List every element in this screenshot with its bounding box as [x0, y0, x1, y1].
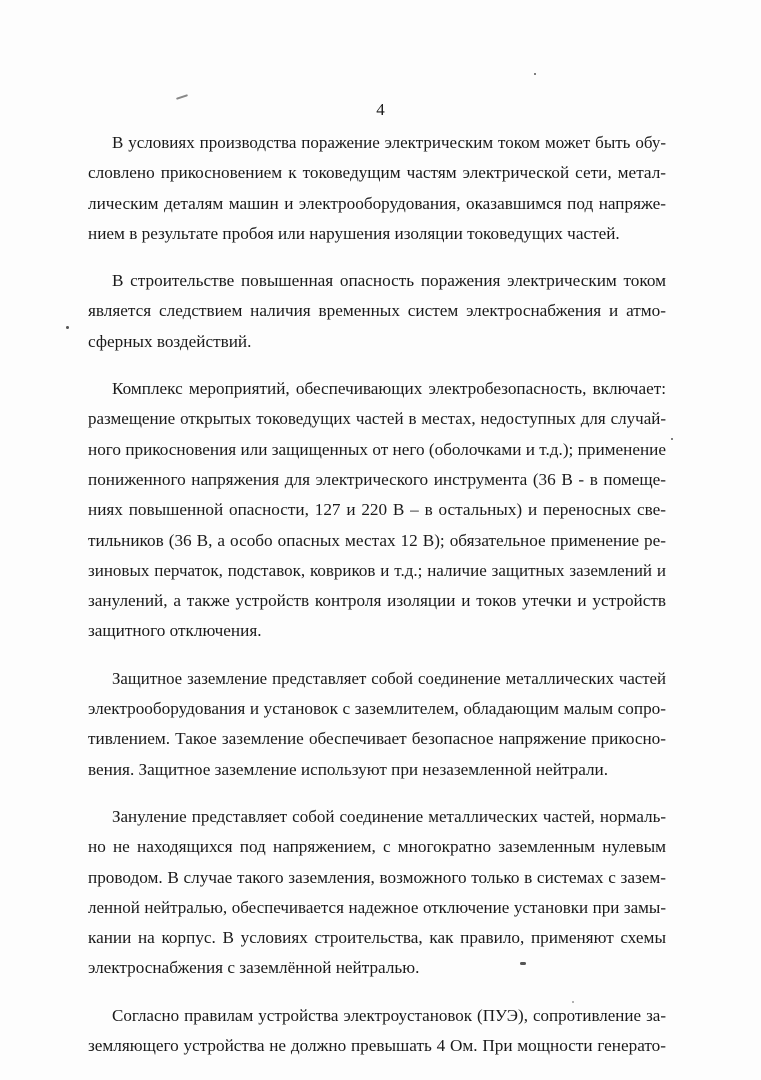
- scan-speck: [534, 73, 536, 75]
- text-line: земляющего устройства не должно превышать 4 Ом. При мощности генерато-: [88, 1036, 666, 1056]
- text-line: Защитное заземление представляет собой соединение металлических частей: [112, 668, 666, 688]
- paragraph: [88, 664, 666, 785]
- paragraph: [88, 266, 666, 357]
- text-line: словлено прикосновением к токоведущим частям электрической сети, метал-: [88, 163, 666, 183]
- text-line: нием в результате пробоя или нарушения изоляции токоведущих частей.: [88, 223, 620, 243]
- scan-speck: [176, 94, 188, 100]
- text-line: В строительстве повышенная опасность поражения электрическим током: [112, 271, 666, 291]
- text-line: вения. Защитное заземление используют при незаземленной нейтрали.: [88, 759, 609, 779]
- text-line: Согласно правилам устройства электроустановок (ПУЭ), сопротивление за-: [112, 1005, 666, 1025]
- text-line: ленной нейтралью, обеспечивается надежное отключение установки при замы-: [88, 897, 666, 917]
- text-line: В условиях производства поражение электрическим током может быть обу-: [112, 133, 666, 152]
- text-line: лическим деталям машин и электрооборудования, оказавшимся под напряже-: [88, 193, 666, 213]
- text-line: Комплекс мероприятий, обеспечивающих электробезопасность, включает:: [112, 379, 666, 399]
- paragraph: [88, 802, 666, 984]
- text-line: пониженного напряжения для электрического инструмента (36 В - в помеще-: [88, 469, 666, 489]
- text-line: тильников (36 В, а особо опасных местах 12 В); обязательное применение ре-: [88, 530, 666, 550]
- text-line: проводом. В случае такого заземления, возможного только в системах с зазем-: [88, 867, 666, 887]
- scan-speck: [66, 326, 69, 329]
- text-line: электроснабжения с заземлённой нейтралью.: [88, 958, 420, 978]
- text-line: кании на корпус. В условиях строительства, как правило, применяют схемы: [88, 928, 666, 948]
- paragraph: [88, 128, 666, 249]
- text-line: ниях повышенной опасности, 127 и 220 В – в остальных) и переносных све-: [88, 500, 666, 520]
- text-line: тивлением. Такое заземление обеспечивает безопасное напряжение прикосно-: [88, 729, 666, 749]
- paragraph: [88, 1001, 666, 1062]
- text-line: сферных воздействий.: [88, 331, 252, 351]
- text-line: но не находящихся под напряжением, с многократно заземленным нулевым: [88, 837, 666, 857]
- text-line: ного прикосновения или защищенных от него (оболочками и т.д.); применение: [88, 439, 666, 459]
- text-line: зиновых перчаток, подставок, ковриков и т.д.; наличие защитных заземлений и: [88, 560, 666, 580]
- text-line: является следствием наличия временных систем электроснабжения и атмо-: [88, 301, 666, 321]
- text-line: защитного отключения.: [88, 621, 262, 641]
- text-line: размещение открытых токоведущих частей в местах, недоступных для случай-: [88, 409, 666, 429]
- text-line: электрооборудования и установок с заземлителем, обладающим малым сопро-: [88, 699, 666, 719]
- text-line: занулений, а также устройств контроля изоляции и токов утечки и устройств: [88, 591, 666, 611]
- body-text: [88, 128, 666, 1061]
- paragraph: [88, 374, 666, 647]
- text-line: Зануление представляет собой соединение металлических частей, нормаль-: [112, 806, 666, 826]
- page-number: 4: [376, 100, 385, 119]
- scan-speck: [671, 438, 673, 440]
